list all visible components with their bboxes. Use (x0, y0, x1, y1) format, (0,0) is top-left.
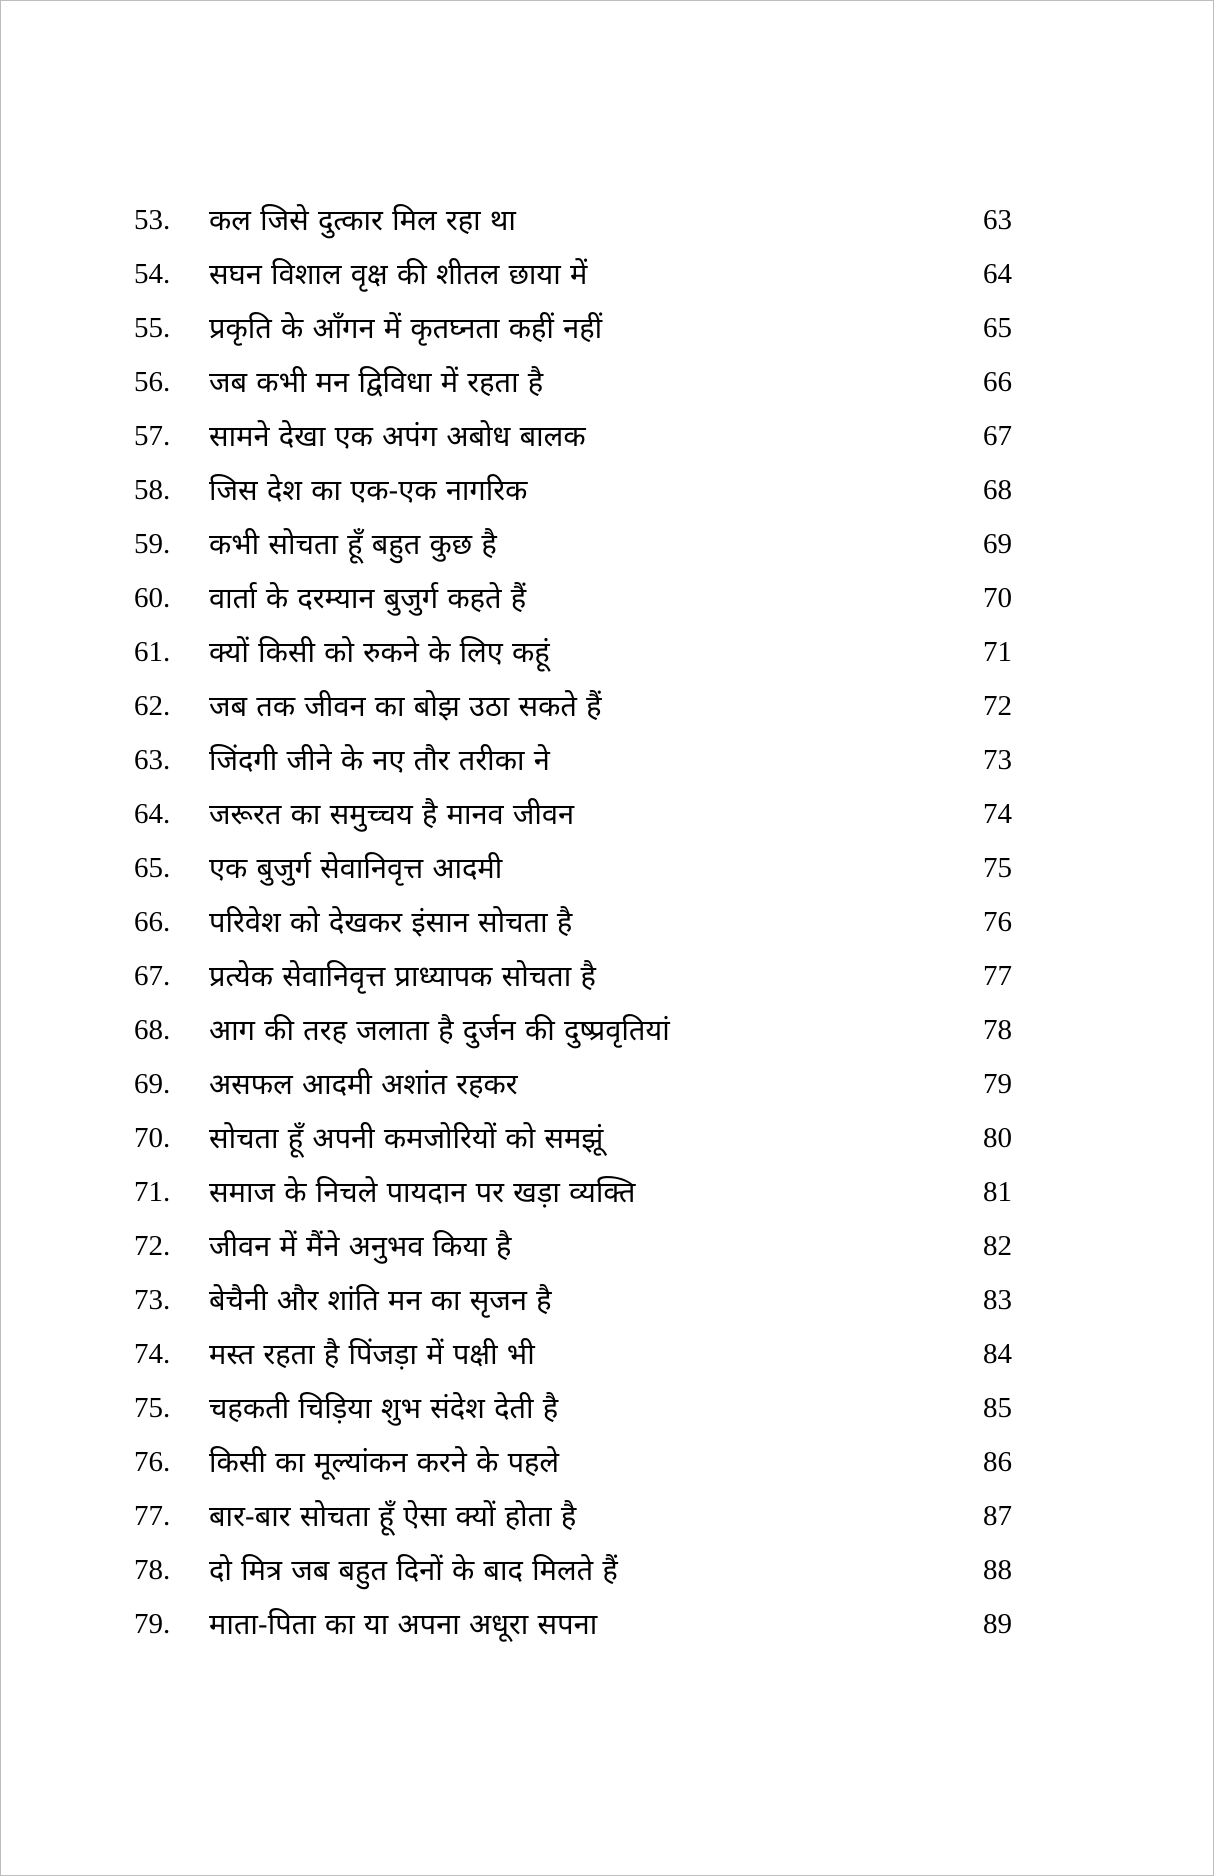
toc-entry (134, 1435, 1012, 1489)
toc-entry (134, 1111, 1012, 1165)
toc-entry-number: 62. (134, 690, 171, 722)
toc-entry-title: दो मित्र जब बहुत दिनों के बाद मिलते हैं (209, 1553, 618, 1587)
toc-entry-page: 66 (983, 366, 1012, 398)
toc-entry-page: 75 (983, 852, 1012, 884)
toc-entry-page: 77 (983, 960, 1012, 992)
toc-entry-title: किसी का मूल्यांकन करने के पहले (209, 1445, 560, 1479)
toc-entry-number: 74. (134, 1338, 171, 1370)
toc-entry (134, 1057, 1012, 1111)
toc-entry-number: 68. (134, 1014, 171, 1046)
toc-entry-title: जब तक जीवन का बोझ उठा सकते हैं (209, 689, 602, 723)
toc-entry (134, 1381, 1012, 1435)
toc-entry-number: 72. (134, 1230, 171, 1262)
toc-entry-title: आग की तरह जलाता है दुर्जन की दुष्प्रवृतियां (209, 1013, 670, 1047)
toc-entry-title: कभी सोचता हूँ बहुत कुछ है (209, 527, 497, 561)
toc-entry-title: जब कभी मन द्विविधा में रहता है (209, 365, 544, 399)
toc-entry-title: माता-पिता का या अपना अधूरा सपना (209, 1607, 598, 1641)
toc-entry-page: 87 (983, 1500, 1012, 1532)
toc-entry-number: 71. (134, 1176, 171, 1208)
toc-entry-title: प्रकृति के आँगन में कृतघ्नता कहीं नहीं (209, 311, 603, 345)
toc-entry-title: सघन विशाल वृक्ष की शीतल छाया में (209, 257, 588, 291)
toc-entry-page: 84 (983, 1338, 1012, 1370)
toc-entry-page: 72 (983, 690, 1012, 722)
toc-entry (134, 625, 1012, 679)
toc-entry-page: 69 (983, 528, 1012, 560)
toc-entry-page: 80 (983, 1122, 1012, 1154)
toc-entry-number: 79. (134, 1608, 171, 1640)
toc-entry-page: 74 (983, 798, 1012, 830)
toc-entry-title: प्रत्येक सेवानिवृत्त प्राध्यापक सोचता है (209, 959, 596, 993)
toc-entry-title: परिवेश को देखकर इंसान सोचता है (209, 905, 573, 939)
toc-entry-number: 63. (134, 744, 171, 776)
toc-entry (134, 517, 1012, 571)
toc-entry (134, 841, 1012, 895)
toc-entry-page: 85 (983, 1392, 1012, 1424)
toc-entry-number: 70. (134, 1122, 171, 1154)
toc-entry (134, 301, 1012, 355)
toc-entry-number: 58. (134, 474, 171, 506)
toc-entry (134, 1489, 1012, 1543)
toc-entry (134, 247, 1012, 301)
toc-entry-page: 73 (983, 744, 1012, 776)
toc-entry-title: वार्ता के दरम्यान बुजुर्ग कहते हैं (209, 581, 527, 615)
toc-entry-number: 55. (134, 312, 171, 344)
toc-entry-title: सामने देखा एक अपंग अबोध बालक (209, 419, 586, 453)
toc-entry (134, 1003, 1012, 1057)
toc-entry-number: 67. (134, 960, 171, 992)
toc-entry-number: 64. (134, 798, 171, 830)
toc-entry-title: सोचता हूँ अपनी कमजोरियों को समझूं (209, 1121, 604, 1155)
toc-entry-page: 88 (983, 1554, 1012, 1586)
toc-entry-page: 65 (983, 312, 1012, 344)
toc-entry-number: 65. (134, 852, 171, 884)
toc-entry-number: 54. (134, 258, 171, 290)
toc-entry (134, 1219, 1012, 1273)
toc-entry (134, 895, 1012, 949)
toc-entry (134, 949, 1012, 1003)
toc-entry (134, 679, 1012, 733)
toc-entry (134, 1273, 1012, 1327)
toc-entry-title: बार-बार सोचता हूँ ऐसा क्यों होता है (209, 1499, 577, 1533)
toc-entry (134, 733, 1012, 787)
toc-entry (134, 409, 1012, 463)
toc-entry-page: 70 (983, 582, 1012, 614)
toc-entry (134, 1327, 1012, 1381)
toc-entry-page: 81 (983, 1176, 1012, 1208)
toc-entry-number: 73. (134, 1284, 171, 1316)
toc-entry (134, 1165, 1012, 1219)
toc-entry-number: 77. (134, 1500, 171, 1532)
toc-entry-title: मस्त रहता है पिंजड़ा में पक्षी भी (209, 1337, 535, 1371)
toc-entry-title: जिस देश का एक-एक नागरिक (209, 473, 528, 507)
toc-entry (134, 463, 1012, 517)
toc-entry-title: बेचैनी और शांति मन का सृजन है (209, 1283, 552, 1317)
toc-entry-page: 82 (983, 1230, 1012, 1262)
toc-entry-page: 83 (983, 1284, 1012, 1316)
toc-entry-number: 61. (134, 636, 171, 668)
toc-entry-number: 78. (134, 1554, 171, 1586)
toc-entry-number: 53. (134, 204, 171, 236)
toc-entry (134, 193, 1012, 247)
toc-entry (134, 1597, 1012, 1651)
toc-entry-number: 69. (134, 1068, 171, 1100)
toc-entry-number: 60. (134, 582, 171, 614)
toc-entry-title: क्यों किसी को रुकने के लिए कहूं (209, 635, 550, 669)
toc-entry-page: 64 (983, 258, 1012, 290)
toc-entry-number: 56. (134, 366, 171, 398)
toc-entry-title: जिंदगी जीने के नए तौर तरीका ने (209, 743, 550, 777)
toc-entry (134, 571, 1012, 625)
toc-entry-number: 76. (134, 1446, 171, 1478)
toc-entry-page: 89 (983, 1608, 1012, 1640)
toc-entry (134, 787, 1012, 841)
toc-entry (134, 1543, 1012, 1597)
toc-entry-number: 57. (134, 420, 171, 452)
toc-entry-number: 66. (134, 906, 171, 938)
toc-entry-page: 71 (983, 636, 1012, 668)
toc-entry-title: कल जिसे दुत्कार मिल रहा था (209, 203, 516, 237)
toc-entry-page: 79 (983, 1068, 1012, 1100)
toc-entry-page: 86 (983, 1446, 1012, 1478)
toc-entry-title: असफल आदमी अशांत रहकर (209, 1067, 518, 1101)
toc-entry-title: चहकती चिड़िया शुभ संदेश देती है (209, 1391, 559, 1425)
toc-entry-title: जरूरत का समुच्चय है मानव जीवन (209, 797, 575, 831)
toc-entry-title: जीवन में मैंने अनुभव किया है (209, 1229, 512, 1263)
toc-entry (134, 355, 1012, 409)
toc-entry-page: 63 (983, 204, 1012, 236)
toc-entry-page: 67 (983, 420, 1012, 452)
toc-entry-page: 78 (983, 1014, 1012, 1046)
toc-entry-number: 75. (134, 1392, 171, 1424)
toc-entry-title: समाज के निचले पायदान पर खड़ा व्यक्ति (209, 1175, 636, 1209)
toc-entry-title: एक बुजुर्ग सेवानिवृत्त आदमी (209, 851, 503, 885)
table-of-contents (134, 193, 1012, 1651)
toc-entry-page: 68 (983, 474, 1012, 506)
toc-entry-number: 59. (134, 528, 171, 560)
toc-entry-page: 76 (983, 906, 1012, 938)
